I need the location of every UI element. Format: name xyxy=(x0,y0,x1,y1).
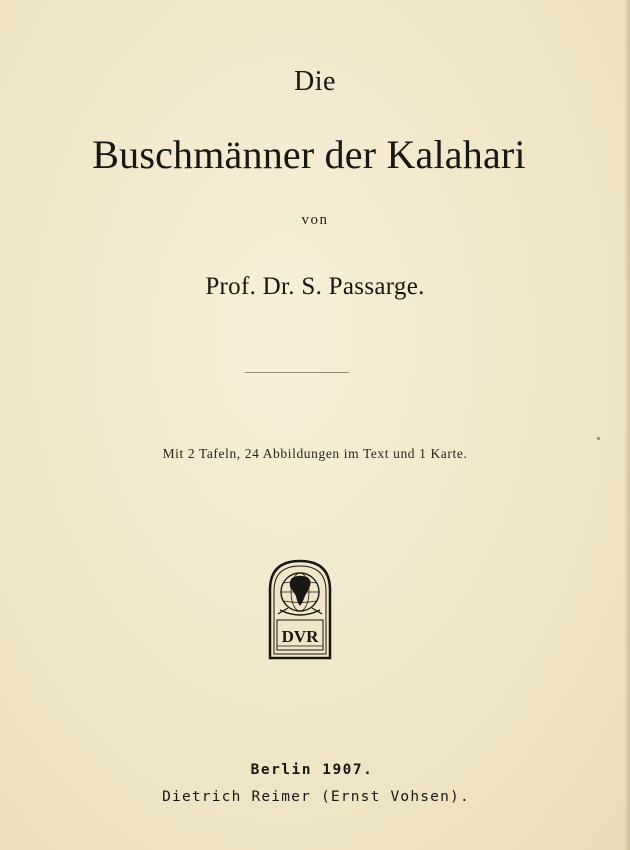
imprint-publisher: Dietrich Reimer (Ernst Vohsen). xyxy=(162,789,470,805)
divider-rule xyxy=(245,372,349,373)
page-edge-shadow xyxy=(624,0,630,850)
title-article: Die xyxy=(294,66,336,97)
imprint-place-year: Berlin 1907. xyxy=(250,762,374,778)
byline-von: von xyxy=(301,212,329,228)
contents-note: Mit 2 Tafeln, 24 Abbildungen im Text und 1 Karte. xyxy=(162,446,468,461)
paper-speck xyxy=(597,437,600,440)
author-name: Prof. Dr. S. Passarge. xyxy=(205,273,425,300)
publisher-globe-monogram-icon xyxy=(266,558,334,660)
book-title: Buschmänner der Kalahari xyxy=(92,132,526,177)
emblem-monogram: DVR xyxy=(281,627,319,646)
